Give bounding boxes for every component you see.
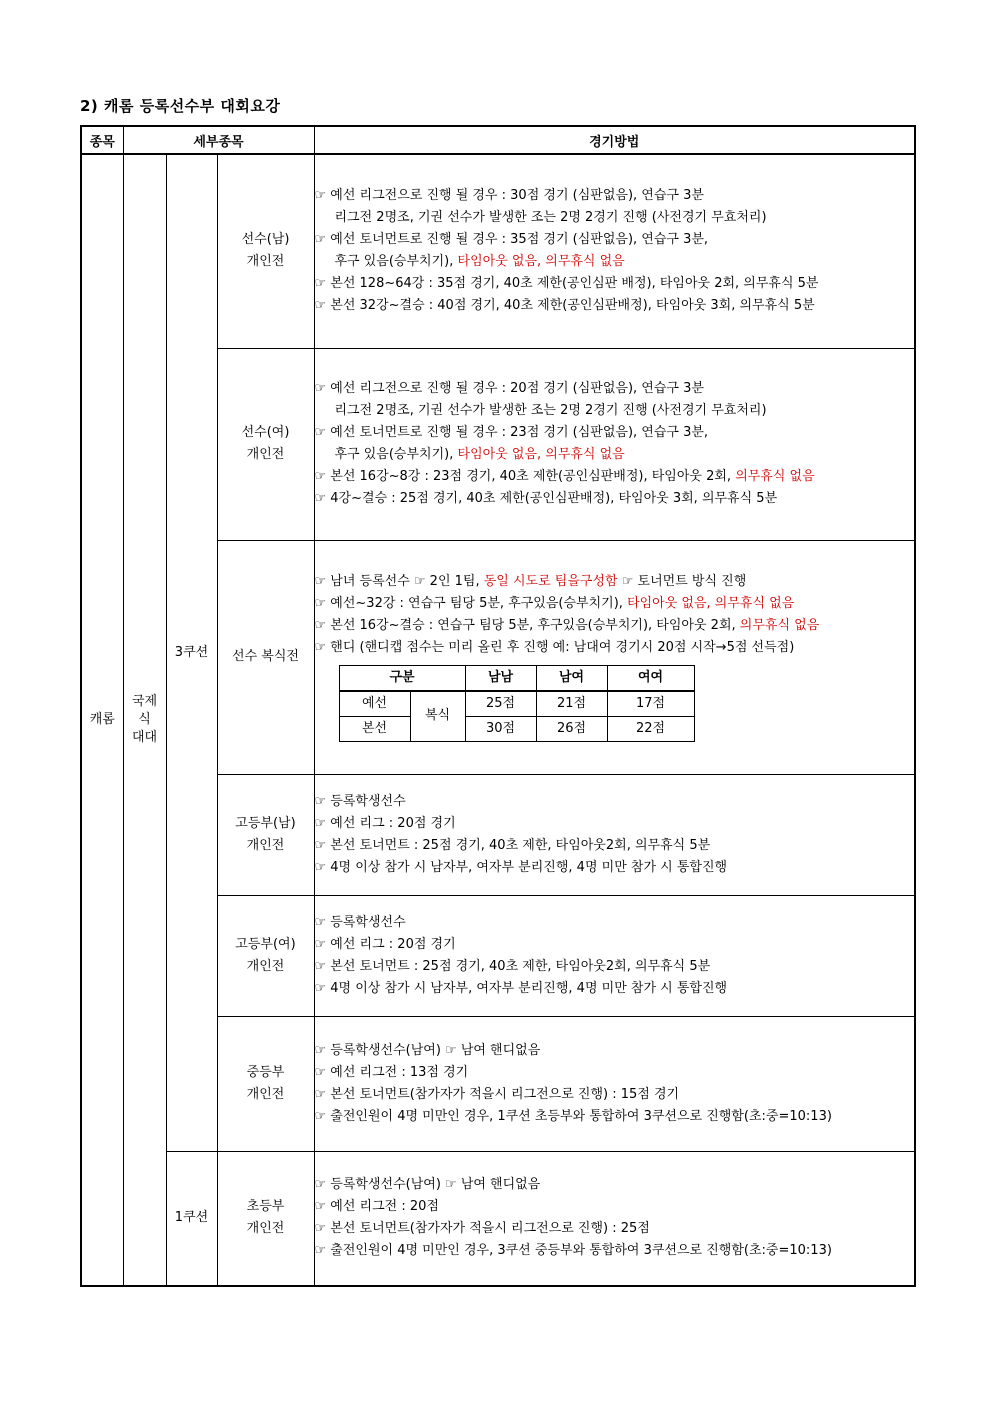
- cushion-3-cell: 3쿠션: [166, 154, 217, 1151]
- handicap-row: [339, 691, 694, 717]
- handicap-label: 본선: [339, 716, 410, 741]
- rule-line: ☞ 예선 리그전 : 13점 경기: [314, 1064, 469, 1080]
- event-name-cell: 고등부(남) 개인전: [217, 774, 314, 895]
- rule-line: ☞ 예선 리그전으로 진행 될 경우 : 20점 경기 (심판없음), 연습구 3분: [314, 381, 704, 396]
- table-row: [81, 154, 915, 348]
- method-cell: [314, 1151, 915, 1286]
- rule-line: ☞ 본선 16강~8강 : 23점 경기, 40초 제한(공인심판배정), 타임아웃 2회, 의무휴식 없음: [314, 469, 815, 484]
- format-cell: 국제 식 대대: [123, 154, 166, 1286]
- handicap-header: 남남: [465, 665, 536, 691]
- rule-line: ☞ 본선 토너먼트(참가자가 적을시 리그전으로 진행) : 25점: [314, 1221, 650, 1237]
- rule-line: ☞ 본선 토너먼트(참가자가 적을시 리그전으로 진행) : 15점 경기: [314, 1086, 680, 1102]
- handicap-value: 21점: [536, 691, 607, 717]
- method-cell: [314, 1016, 915, 1151]
- handicap-row: [339, 716, 694, 741]
- handicap-header: 남여: [536, 665, 607, 691]
- event-name-cell: 중등부 개인전: [217, 1016, 314, 1151]
- method-cell: [314, 348, 915, 540]
- event-name-cell: 고등부(여) 개인전: [217, 895, 314, 1016]
- rule-line: ☞ 등록학생선수(남여) ☞ 남여 핸디없음: [314, 1177, 541, 1193]
- rule-line: 리그전 2명조, 기권 선수가 발생한 조는 2명 2경기 진행 (사전경기 무효처리): [334, 403, 767, 418]
- header-method: 경기방법: [314, 126, 915, 154]
- section-title: 2) 캐롬 등록선수부 대회요강: [80, 97, 281, 115]
- rule-line: 후구 있음(승부치기), 타임아웃 없음, 의무휴식 없음: [334, 447, 625, 462]
- rule-line: ☞ 예선~32강 : 연습구 팀당 5분, 후구있음(승부치기), 타임아웃 없음, 의무휴식 없음: [314, 595, 795, 611]
- rule-line: ☞ 예선 리그 : 20점 경기: [314, 936, 456, 952]
- handicap-header-row: [339, 665, 694, 691]
- rule-line: ☞ 예선 리그전으로 진행 될 경우 : 30점 경기 (심판없음), 연습구 3분: [314, 188, 704, 204]
- rule-line: ☞ 예선 리그 : 20점 경기: [314, 815, 456, 831]
- cushion-1-cell: 1쿠션: [166, 1151, 217, 1286]
- rule-line: ☞ 남녀 등록선수 ☞ 2인 1팀, 동일 시도로 팀을구성함 ☞ 토너먼트 방식 진행: [314, 573, 747, 589]
- event-name-cell: 초등부 개인전: [217, 1151, 314, 1286]
- method-cell: [314, 154, 915, 348]
- rule-line: ☞ 등록학생선수(남여) ☞ 남여 핸디없음: [314, 1042, 541, 1058]
- rule-line: 후구 있음(승부치기), 타임아웃 없음, 의무휴식 없음: [334, 254, 625, 270]
- event-name-cell: 선수 복식전: [217, 540, 314, 774]
- rule-line: ☞ 본선 32강~결승 : 40점 경기, 40초 제한(공인심판배정), 타임아웃 3회, 의무휴식 5분: [314, 298, 815, 314]
- handicap-value: 22점: [607, 716, 694, 741]
- rule-line: ☞ 본선 128~64강 : 35점 경기, 40초 제한(공인심판 배정), 타임아웃 2회, 의무휴식 5분: [314, 276, 819, 292]
- handicap-table: [339, 665, 695, 742]
- sport-cell: 캐롬: [81, 154, 123, 1286]
- rule-line: ☞ 예선 토너먼트로 진행 될 경우 : 23점 경기 (심판없음), 연습구 3분,: [314, 425, 709, 440]
- handicap-header: 구분: [339, 665, 465, 691]
- rule-line: ☞ 4명 이상 참가 시 남자부, 여자부 분리진행, 4명 미만 참가 시 통합진행: [314, 980, 728, 996]
- event-name-cell: 선수(남) 개인전: [217, 154, 314, 348]
- handicap-value: 30점: [465, 716, 536, 741]
- rule-line: ☞ 핸디 (핸디캡 점수는 미리 올린 후 진행 예: 남대여 경기시 20점 시작→5점 선득점): [314, 639, 795, 655]
- rule-line: ☞ 본선 16강~결승 : 연습구 팀당 5분, 후구있음(승부치기), 타임아웃 2회, 의무휴식 없음: [314, 617, 820, 633]
- handicap-doubles: 복식: [410, 691, 465, 742]
- rule-line: ☞ 4강~결승 : 25점 경기, 40초 제한(공인심판배정), 타임아웃 3회, 의무휴식 5분: [314, 491, 778, 506]
- event-name-cell: 선수(여) 개인전: [217, 348, 314, 540]
- header-event: 세부종목: [123, 126, 314, 154]
- rule-line: ☞ 등록학생선수: [314, 914, 406, 930]
- rule-line: ☞ 본선 토너먼트 : 25점 경기, 40초 제한, 타임아웃2회, 의무휴식 5분: [314, 958, 711, 974]
- handicap-value: 25점: [465, 691, 536, 717]
- rule-line: 리그전 2명조, 기권 선수가 발생한 조는 2명 2경기 진행 (사전경기 무효처리): [334, 210, 767, 226]
- rule-line: ☞ 출전인원이 4명 미만인 경우, 1쿠션 초등부와 통합하여 3쿠션으로 진행함(초:중=10:13): [314, 1108, 832, 1124]
- table-row: [81, 1151, 915, 1286]
- rules-table: [80, 125, 916, 1287]
- method-cell: [314, 895, 915, 1016]
- rule-line: ☞ 4명 이상 참가 시 남자부, 여자부 분리진행, 4명 미만 참가 시 통합진행: [314, 859, 728, 875]
- handicap-header: 여여: [607, 665, 694, 691]
- header-sport: 종목: [81, 126, 123, 154]
- handicap-value: 17점: [607, 691, 694, 717]
- handicap-label: 예선: [339, 691, 410, 717]
- rule-line: ☞ 등록학생선수: [314, 793, 406, 809]
- rule-line: ☞ 출전인원이 4명 미만인 경우, 3쿠션 중등부와 통합하여 3쿠션으로 진행함(초:중=10:13): [314, 1243, 832, 1259]
- method-cell: [314, 540, 915, 774]
- handicap-value: 26점: [536, 716, 607, 741]
- rule-line: ☞ 본선 토너먼트 : 25점 경기, 40초 제한, 타임아웃2회, 의무휴식 5분: [314, 837, 711, 853]
- rule-line: ☞ 예선 토너먼트로 진행 될 경우 : 35점 경기 (심판없음), 연습구 3분,: [314, 232, 709, 248]
- rule-line: ☞ 예선 리그전 : 20점: [314, 1199, 439, 1215]
- method-cell: [314, 774, 915, 895]
